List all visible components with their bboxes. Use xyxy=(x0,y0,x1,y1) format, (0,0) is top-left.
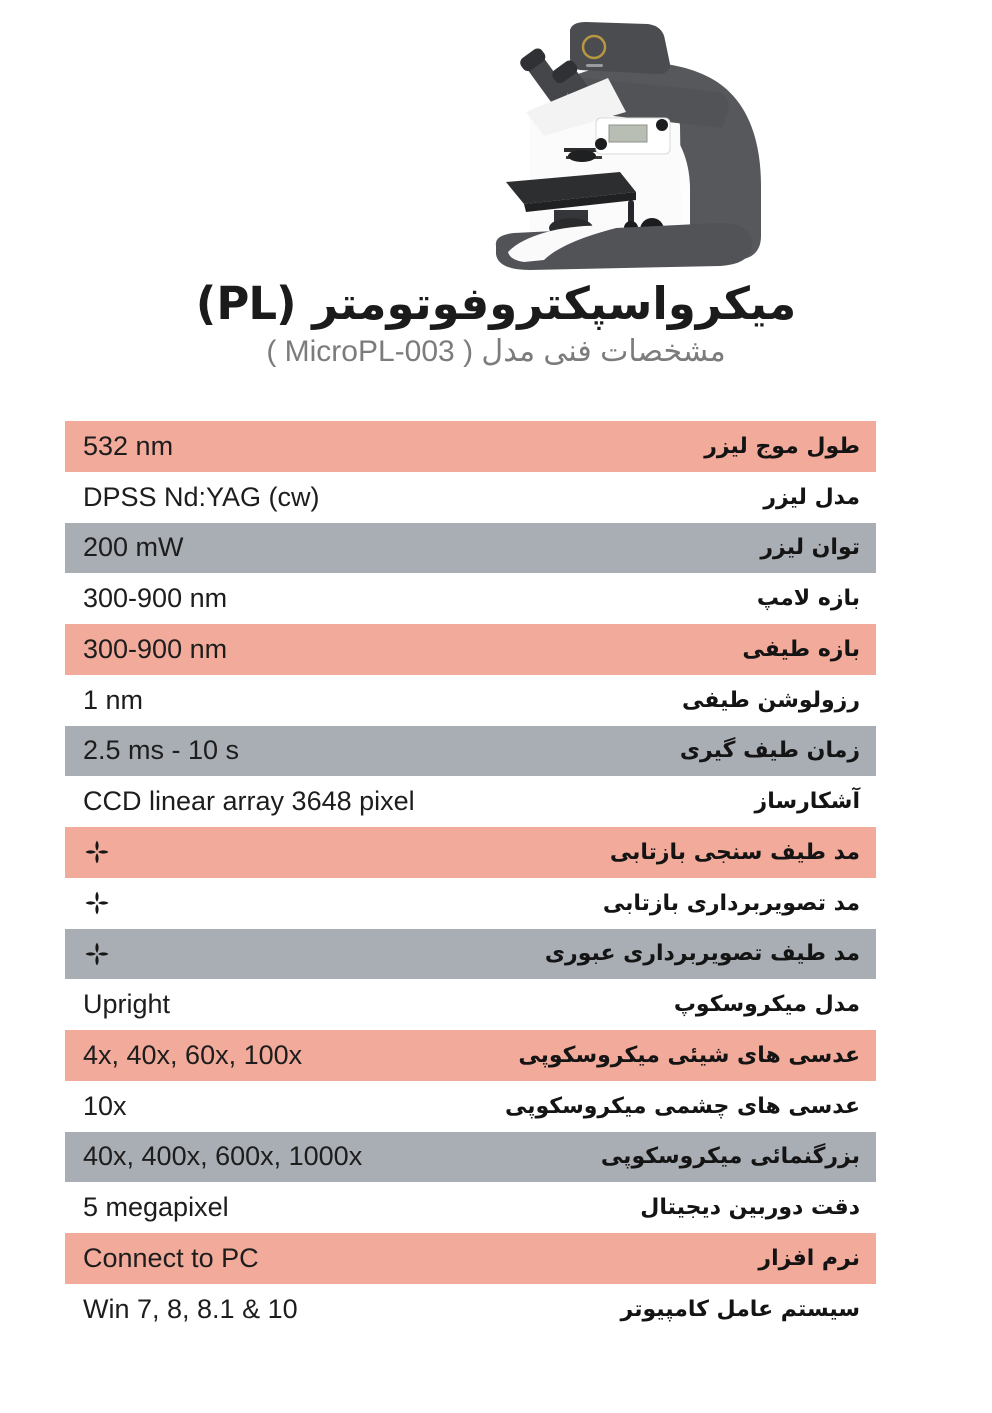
spec-row xyxy=(65,573,876,624)
spec-value xyxy=(65,889,111,917)
spec-value: 1 nm xyxy=(83,684,144,715)
spec-label: دقت دوربین دیجیتال xyxy=(640,1195,860,1221)
panel-knob-left xyxy=(595,138,607,150)
lcd-screen xyxy=(609,125,647,142)
spec-row xyxy=(65,979,876,1030)
spec-label: بازه لامپ xyxy=(756,586,860,612)
spec-value: 5 megapixel xyxy=(83,1192,229,1223)
spec-value: DPSS Nd:YAG (cw) xyxy=(83,481,320,512)
page-title: میکرواسپکتروفوتومتر (PL) xyxy=(195,277,797,330)
spec-label: عدسی های چشمی میکروسکوپی xyxy=(504,1093,860,1119)
spec-row xyxy=(65,523,876,574)
spec-value xyxy=(65,940,111,968)
spec-value: 200 mW xyxy=(83,532,184,563)
spec-label: رزولوشن طیفی xyxy=(682,687,860,713)
spec-value: 40x, 400x, 600x, 1000x xyxy=(83,1141,363,1172)
spec-value: 300-900 nm xyxy=(83,633,228,664)
spec-value: Upright xyxy=(83,989,171,1020)
spec-value: 532 nm xyxy=(83,430,174,461)
spec-value: CCD linear array 3648 pixel xyxy=(83,786,415,817)
spec-value: 300-900 nm xyxy=(83,583,228,614)
spec-label: آشکارساز xyxy=(754,789,860,815)
spec-row xyxy=(65,878,876,929)
spec-label: عدسی های شیئی میکروسکوپی xyxy=(518,1042,860,1068)
spec-label: مد طیف تصویربرداری عبوری xyxy=(544,941,860,967)
spec-row xyxy=(65,1233,876,1284)
spec-label: زمان طیف گیری xyxy=(679,738,860,764)
spec-label: مدل میکروسکوپ xyxy=(673,992,860,1018)
spec-value: Win 7, 8, 8.1 & 10 xyxy=(83,1293,298,1324)
spec-value xyxy=(65,838,111,866)
spec-label: مد تصویربرداری بازتابی xyxy=(602,890,860,916)
spec-label: سیستم عامل کامپیوتر xyxy=(620,1296,860,1322)
spec-row xyxy=(65,1030,876,1081)
spec-label: مد طیف سنجی بازتابی xyxy=(609,839,860,865)
four-petal-asterisk-icon xyxy=(83,889,111,917)
spec-row xyxy=(65,726,876,777)
header xyxy=(0,278,992,369)
spec-label: طول موج لیزر xyxy=(704,433,860,459)
panel-knob-right xyxy=(656,119,668,131)
spec-value: 4x, 40x, 60x, 100x xyxy=(83,1039,303,1070)
spec-label: بزرگنمائی میکروسکوپی xyxy=(600,1144,860,1170)
microscope-image xyxy=(468,14,768,272)
spec-row xyxy=(65,776,876,827)
microscope-head xyxy=(570,22,670,74)
spec-row xyxy=(65,1081,876,1132)
spec-label: بازه طیفی xyxy=(742,636,860,662)
spec-row xyxy=(65,675,876,726)
spec-row xyxy=(65,1182,876,1233)
page-subtitle: مشخصات فنی مدل ( MicroPL-003 ) xyxy=(266,334,726,368)
spec-row xyxy=(65,1132,876,1183)
spec-value: Connect to PC xyxy=(83,1242,259,1273)
spec-value: 10x xyxy=(83,1090,127,1121)
four-petal-asterisk-icon xyxy=(83,838,111,866)
spec-row xyxy=(65,421,876,472)
spec-row xyxy=(65,929,876,980)
spec-value: 2.5 ms - 10 s xyxy=(83,735,240,766)
spec-label: توان لیزر xyxy=(760,535,860,561)
spec-row xyxy=(65,1284,876,1335)
spec-row xyxy=(65,827,876,878)
spec-label: نرم افزار xyxy=(758,1245,860,1271)
four-petal-asterisk-icon xyxy=(83,940,111,968)
spec-label: مدل لیزر xyxy=(763,484,860,510)
spec-row xyxy=(65,624,876,675)
control-knob-upper xyxy=(568,150,596,162)
spec-table xyxy=(65,421,876,1335)
brand-text-hint xyxy=(586,64,603,67)
spec-row xyxy=(65,472,876,523)
